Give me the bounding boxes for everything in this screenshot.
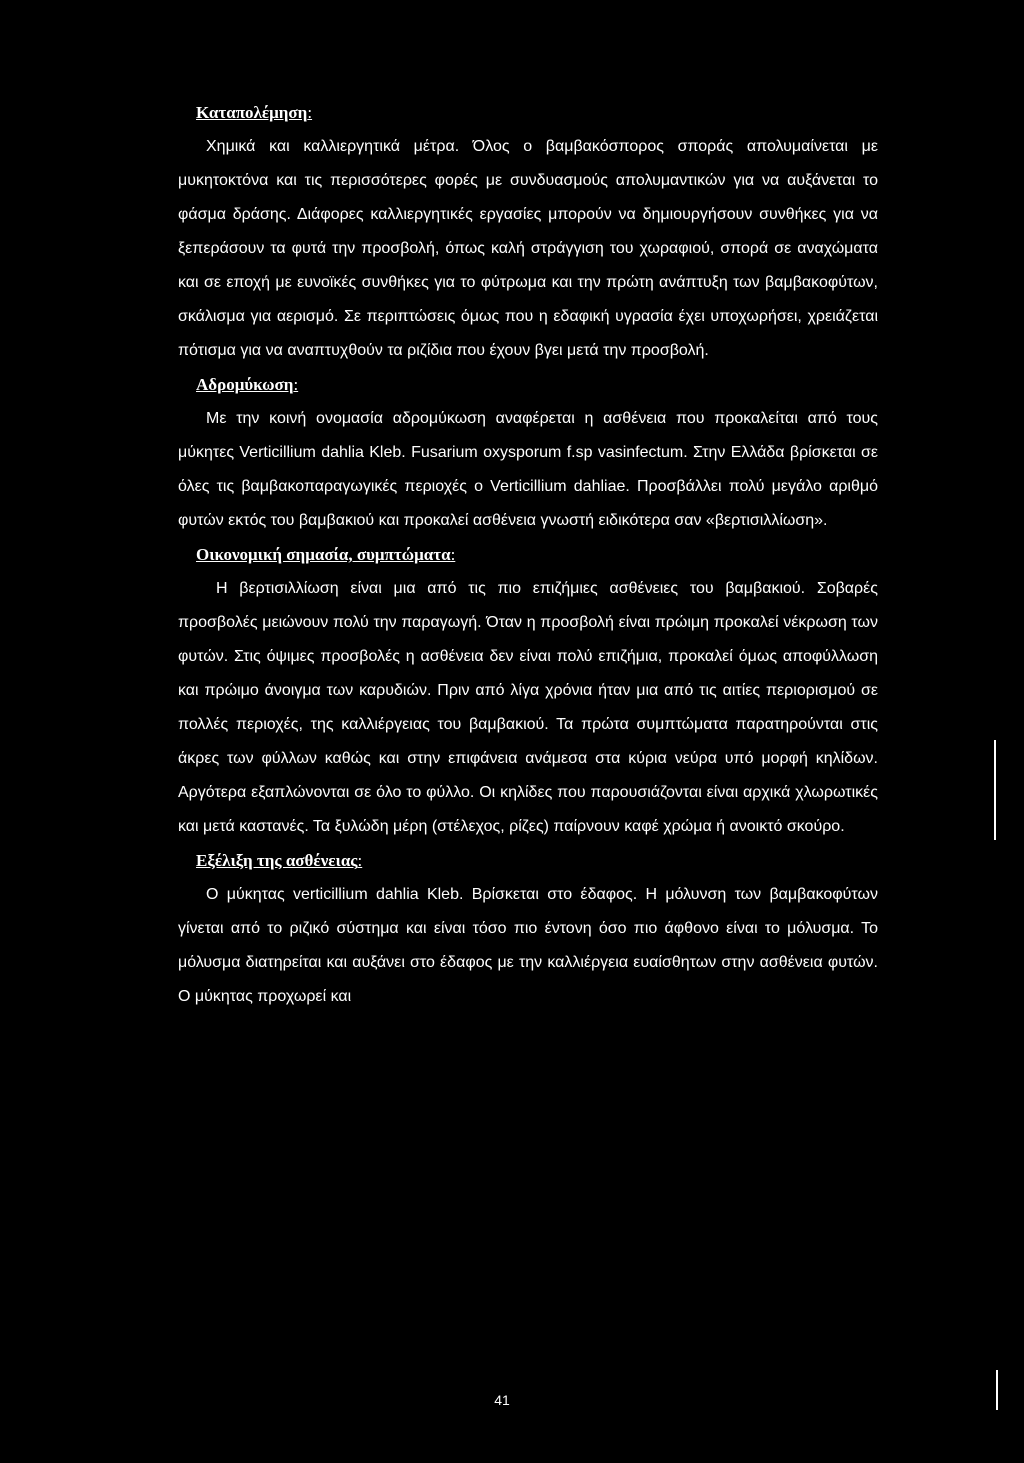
- heading-text: Αδρομύκωση: [196, 375, 294, 394]
- heading-text: Οικονομική σημασία, συμπτώματα: [196, 545, 451, 564]
- section-heading-control: Καταπολέμηση:: [196, 103, 313, 122]
- section-heading-economic: Οικονομική σημασία, συμπτώματα:: [196, 545, 456, 564]
- paragraph-wilt: Με την κοινή ονομασία αδρομύκωση αναφέρεται η ασθένεια που προκαλείται από τους μύκητες Verticillium dahlia Kleb. Fusarium oxysporum f.sp vasinfectum. Στην Ελλάδα βρίσκεται σε όλες τις βαμβακοπαραγωγικές περιοχές ο Verticillium dahliae. Προσβάλλει πολύ μεγάλο αριθμό φυτών εκτός του βαμβακιού και προκαλεί ασθένεια γνωστή ειδικότερα σαν «βερτισιλλίωση».: [178, 410, 878, 529]
- document-page: [178, 96, 878, 1014]
- section-heading-wilt: Αδρομύκωση:: [196, 375, 299, 394]
- paragraph-control: Χημικά και καλλιεργητικά μέτρα. Όλος ο βαμβακόσπορος σποράς απολυμαίνεται με μυκητοκτόνα και τις περισσότερες φορές με συνδυασμούς απολυμαντικών για να αυξάνεται το φάσμα δράσης. Διάφορες καλλιεργητικές εργασίες μπορούν να δημιουργήσουν συνθήκες για να ξεπεράσουν τα φυτά την προσβολή, όπως καλή στράγγιση του χωραφιού, σπορά σε αναχώματα και σε εποχή με ευνοϊκές συνθήκες για το φύτρωμα και την πρώτη ανάπτυξη των βαμβακοφύτων, σκάλισμα για αερισμό. Σε περιπτώσεις όμως που η εδαφική υγρασία έχει υποχωρήσει, χρειάζεται πότισμα για να αναπτυχθούν τα ριζίδια που έχουν βγει μετά την προσβολή.: [178, 138, 878, 359]
- heading-text: Εξέλιξη της ασθένειας: [196, 851, 358, 870]
- paragraph-evolution: Ο μύκητας verticillium dahlia Kleb. Βρίσκεται στο έδαφος. Η μόλυνση των βαμβακοφύτων γίνεται από το ριζικό σύστημα και είναι τόσο πιο έντονη όσο πιο άφθονο είναι το μόλυσμα. Το μόλυσμα διατηρείται και αυξάνει στο έδαφος με την καλλιέργεια ευαίσθητων στην ασθένεια φυτών. Ο μύκητας προχωρεί και: [178, 886, 878, 1005]
- section-wilt: [178, 368, 878, 538]
- section-economic: [178, 538, 878, 844]
- heading-text: Καταπολέμηση: [196, 103, 308, 122]
- scan-edge-mark: [996, 1370, 998, 1410]
- scan-edge-mark: [994, 740, 996, 840]
- section-evolution: [178, 844, 878, 1014]
- page-number: 41: [494, 1392, 510, 1408]
- paragraph-economic: Η βερτισιλλίωση είναι μια από τις πιο επιζήμιες ασθένειες του βαμβακιού. Σοβαρές προσβολές μειώνουν πολύ την παραγωγή. Όταν η προσβολή είναι πρώιμη προκαλεί νέκρωση των φυτών. Στις όψιμες προσβολές η ασθένεια δεν είναι πολύ επιζήμια, προκαλεί όμως αποφύλλωση και πρώιμο άνοιγμα των καρυδιών. Πριν από λίγα χρόνια ήταν μια από τις αιτίες περιορισμού σε πολλές περιοχές, της καλλιέργειας του βαμβακιού. Τα πρώτα συμπτώματα παρατηρούνται στις άκρες των φύλλων καθώς και στην επιφάνεια ανάμεσα στα κύρια νεύρα υπό μορφή κηλίδων. Αργότερα εξαπλώνονται σε όλο το φύλλο. Οι κηλίδες που παρουσιάζονται είναι αρχικά χλωρωτικές και μετά καστανές. Τα ξυλώδη μέρη (στέλεχος, ρίζες) παίρνουν καφέ χρώμα ή ανοικτό σκούρο.: [178, 580, 878, 835]
- section-heading-evolution: Εξέλιξη της ασθένειας:: [196, 851, 363, 870]
- section-control: [178, 96, 878, 368]
